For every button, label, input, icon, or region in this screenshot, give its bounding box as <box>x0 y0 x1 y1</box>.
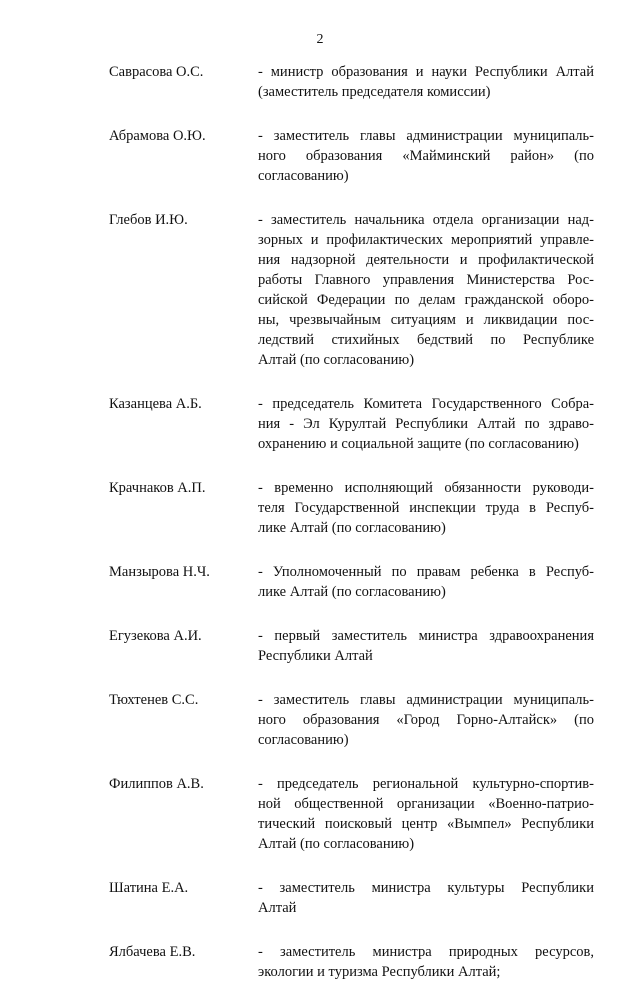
member-name: Абрамова О.Ю. <box>109 128 206 144</box>
member-role-line: - председатель Комитета Государственного Собра- <box>258 396 594 412</box>
member-name: Филиппов А.В. <box>109 776 204 792</box>
member-name: Ялбачева Е.В. <box>109 944 196 960</box>
member-role-line: Алтай <box>258 900 297 916</box>
member-name: Казанцева А.Б. <box>109 396 202 412</box>
member-entry <box>0 562 640 602</box>
member-role-line: согласованию) <box>258 168 349 184</box>
member-role-line: ны, чрезвычайным ситуациям и ликвидации пос- <box>258 312 594 328</box>
member-role <box>258 774 594 854</box>
member-entry <box>0 878 640 918</box>
member-entry <box>0 690 640 750</box>
member-name: Тюхтенев С.С. <box>109 692 199 708</box>
member-name: Саврасова О.С. <box>109 64 204 80</box>
page-number: 2 <box>316 32 324 47</box>
member-role-line: - заместитель начальника отдела организации над- <box>258 212 594 228</box>
member-name: Егузекова А.И. <box>109 628 202 644</box>
member-entry <box>0 774 640 854</box>
member-entry <box>0 942 640 982</box>
member-role-line: ного образования «Город Горно-Алтайск» (по <box>258 712 594 728</box>
member-role-line: - заместитель главы администрации муниципаль- <box>258 692 594 708</box>
member-name: Манзырова Н.Ч. <box>109 564 210 580</box>
member-role-line: лике Алтай (по согласованию) <box>258 584 446 600</box>
member-role <box>258 126 594 186</box>
member-role-line: - министр образования и науки Республики Алтай <box>258 64 594 80</box>
member-role-line: зорных и профилактических мероприятий управле- <box>258 232 594 248</box>
member-role-line: (заместитель председателя комиссии) <box>258 84 491 100</box>
member-role-line: согласованию) <box>258 732 349 748</box>
member-role <box>258 478 594 538</box>
member-role-line: ния - Эл Курултай Республики Алтай по здраво- <box>258 416 594 432</box>
member-role <box>258 562 594 602</box>
member-role-line: Алтай (по согласованию) <box>258 352 415 368</box>
member-name: Шатина Е.А. <box>109 880 189 896</box>
member-role <box>258 626 594 666</box>
member-entry <box>0 126 640 186</box>
member-entry <box>0 210 640 370</box>
member-role <box>258 62 594 102</box>
member-role-line: ледствий стихийных бедствий по Республике <box>258 332 594 348</box>
member-role-line: - заместитель министра культуры Республики <box>258 880 594 896</box>
member-role <box>258 210 594 370</box>
member-role-line: - председатель региональной культурно-спортив- <box>258 776 594 792</box>
member-role <box>258 878 594 918</box>
member-role-line: ного образования «Майминский район» (по <box>258 148 594 164</box>
member-role-line: ной общественной организации «Военно-патрио- <box>258 796 594 812</box>
member-role <box>258 690 594 750</box>
member-name: Глебов И.Ю. <box>109 212 188 228</box>
member-entry <box>0 626 640 666</box>
member-role <box>258 942 594 982</box>
member-role-line: - заместитель главы администрации муниципаль- <box>258 128 594 144</box>
member-name: Крачнаков А.П. <box>109 480 206 496</box>
member-role-line: лике Алтай (по согласованию) <box>258 520 446 536</box>
member-role-line: - Уполномоченный по правам ребенка в Респуб- <box>258 564 594 580</box>
member-role-line: экологии и туризма Республики Алтай; <box>258 964 501 980</box>
member-role-line: - заместитель министра природных ресурсов, <box>258 944 594 960</box>
member-role-line: - первый заместитель министра здравоохранения <box>258 628 594 644</box>
member-role-line: Алтай (по согласованию) <box>258 836 415 852</box>
member-role-line: тический поисковый центр «Вымпел» Республики <box>258 816 594 832</box>
member-entry <box>0 478 640 538</box>
member-role-line: сийской Федерации по делам гражданской оборо- <box>258 292 594 308</box>
member-role-line: ния надзорной деятельности и профилактической <box>258 252 594 268</box>
member-role <box>258 394 594 454</box>
member-role-line: работы Главного управления Министерства Рос- <box>258 272 594 288</box>
member-role-line: - временно исполняющий обязанности руководи- <box>258 480 594 496</box>
member-entry <box>0 394 640 454</box>
member-role-line: охранению и социальной защите (по согласованию) <box>258 436 579 452</box>
member-role-line: Республики Алтай <box>258 648 373 664</box>
member-role-line: теля Государственной инспекции труда в Респуб- <box>258 500 594 516</box>
member-list <box>0 62 640 1006</box>
member-entry <box>0 62 640 102</box>
